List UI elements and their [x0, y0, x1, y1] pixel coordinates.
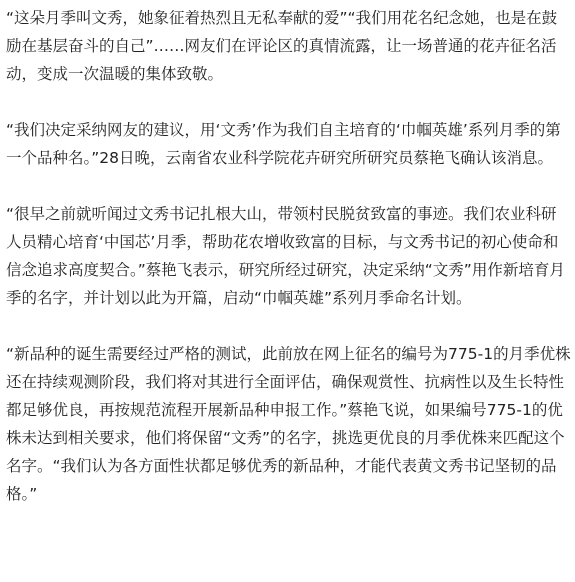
article-paragraph-1: “这朵月季叫文秀，她象征着热烈且无私奉献的爱”“我们用花名纪念她，也是在鼓励在基层奋斗的自己”……网友们在评论区的真情流露，让一场普通的花卉征名活动，变成一次温暖的集体致敬。 — [6, 9, 558, 83]
article-paragraph-4: “新品种的诞生需要经过严格的测试，此前放在网上征名的编号为775-1的月季优株还在持续观测阶段，我们将对其进行全面评估，确保观赏性、抗病性以及生长特性都足够优良，再按规范流程开展新品种申报工作。”蔡艳飞说，如果编号775-1的优株未达到相关要求，他们将保留“文秀”的名字，挑选更优良的月季优株来匹配这个名字。“我们认为各方面性状都足够优秀的新品种，才能代表黄文秀书记坚韧的品格。” — [6, 345, 571, 503]
article-paragraph-3: “很早之前就听闻过文秀书记扎根大山，带领村民脱贫致富的事迹。我们农业科研人员精心培育‘中国芯’月季，帮助花农增收致富的目标，与文秀书记的初心使命和信念追求高度契合。”蔡艳飞表示，研究所经过研究，决定采纳“文秀”用作新培育月季的名字，并计划以此为开篇，启动“巾帼英雄”系列月季命名计划。 — [6, 205, 565, 307]
article-body — [6, 4, 571, 536]
article-paragraph-2: “我们决定采纳网友的建议，用‘文秀’作为我们自主培育的‘巾帼英雄’系列月季的第一个品种名。”28日晚，云南省农业科学院花卉研究所研究员蔡艳飞确认该消息。 — [6, 121, 561, 167]
